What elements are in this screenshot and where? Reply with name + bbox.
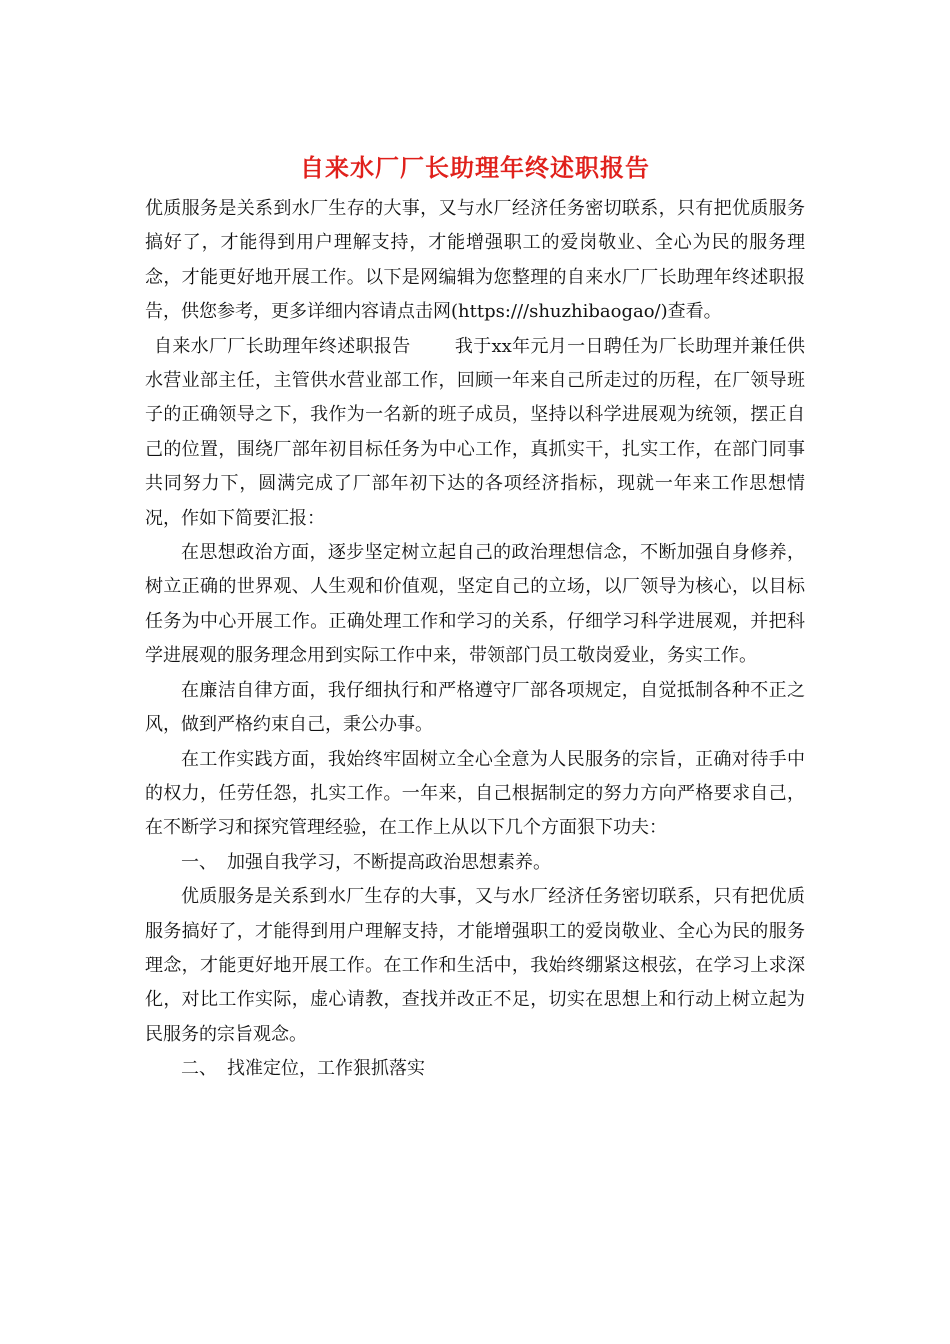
section-2-number: 二、	[181, 1058, 217, 1080]
section-2-title: 找准定位，工作狠抓落实	[227, 1058, 425, 1080]
document-title: 自来水厂厂长助理年终述职报告	[300, 153, 650, 182]
report-heading: 自来水厂厂长助理年终述职报告	[154, 335, 411, 357]
politics-paragraph: 在思想政治方面，逐步坚定树立起自己的政治理想信念，不断加强自身修养，树立正确的世界观、人生观和价值观，坚定自己的立场，以厂领导为核心，以目标任务为中心开展工作。正确处理工作和学习的关系，仔细学习科学进展观，并把科学进展观的服务理念用到实际工作中来，带领部门员工敬岗爱业，务实工作。	[145, 542, 805, 667]
document-body	[145, 192, 805, 1087]
intro-paragraph: 优质服务是关系到水厂生存的大事，又与水厂经济任务密切联系，只有把优质服务搞好了，才能得到用户理解支持，才能增强职工的爱岗敬业、全心为民的服务理念，才能更好地开展工作。以下是网编辑为您整理的自来水厂厂长助理年终述职报告，供您参考，更多详细内容请点击网(https:///shuzhibaogao/)查看。	[145, 198, 805, 323]
opening-text: 我于xx年元月一日聘任为厂长助理并兼任供水营业部主任，主管供水营业部工作，回顾一年来自己所走过的历程，在厂领导班子的正确领导之下，我作为一名新的班子成员，坚持以科学进展观为统领，摆正自己的位置，围绕厂部年初目标任务为中心工作，真抓实干，扎实工作，在部门同事共同努力下，圆满完成了厂部年初下达的各项经济指标，现就一年来工作思想情况，作如下简要汇报：	[145, 335, 806, 529]
section-1-number: 一、	[181, 851, 217, 873]
section-1-body: 优质服务是关系到水厂生存的大事，又与水厂经济任务密切联系，只有把优质服务搞好了，才能得到用户理解支持，才能增强职工的爱岗敬业、全心为民的服务理念，才能更好地开展工作。在工作和生活中，我始终绷紧这根弦，在学习上求深化，对比工作实际，虚心请教，查找并改正不足，切实在思想上和行动上树立起为民服务的宗旨观念。	[145, 886, 805, 1045]
practice-paragraph: 在工作实践方面，我始终牢固树立全心全意为人民服务的宗旨，正确对待手中的权力，任劳任怨，扎实工作。一年来，自己根据制定的努力方向严格要求自己，在不断学习和探究管理经验，在工作上从以下几个方面狠下功夫：	[145, 748, 805, 839]
section-2-heading	[145, 1052, 805, 1086]
section-1-heading	[145, 846, 805, 880]
report-opening-paragraph	[145, 330, 805, 536]
integrity-paragraph: 在廉洁自律方面，我仔细执行和严格遵守厂部各项规定，自觉抵制各种不正之风，做到严格约束自己，秉公办事。	[145, 679, 805, 736]
section-1-title: 加强自我学习，不断提高政治思想素养。	[227, 851, 551, 873]
